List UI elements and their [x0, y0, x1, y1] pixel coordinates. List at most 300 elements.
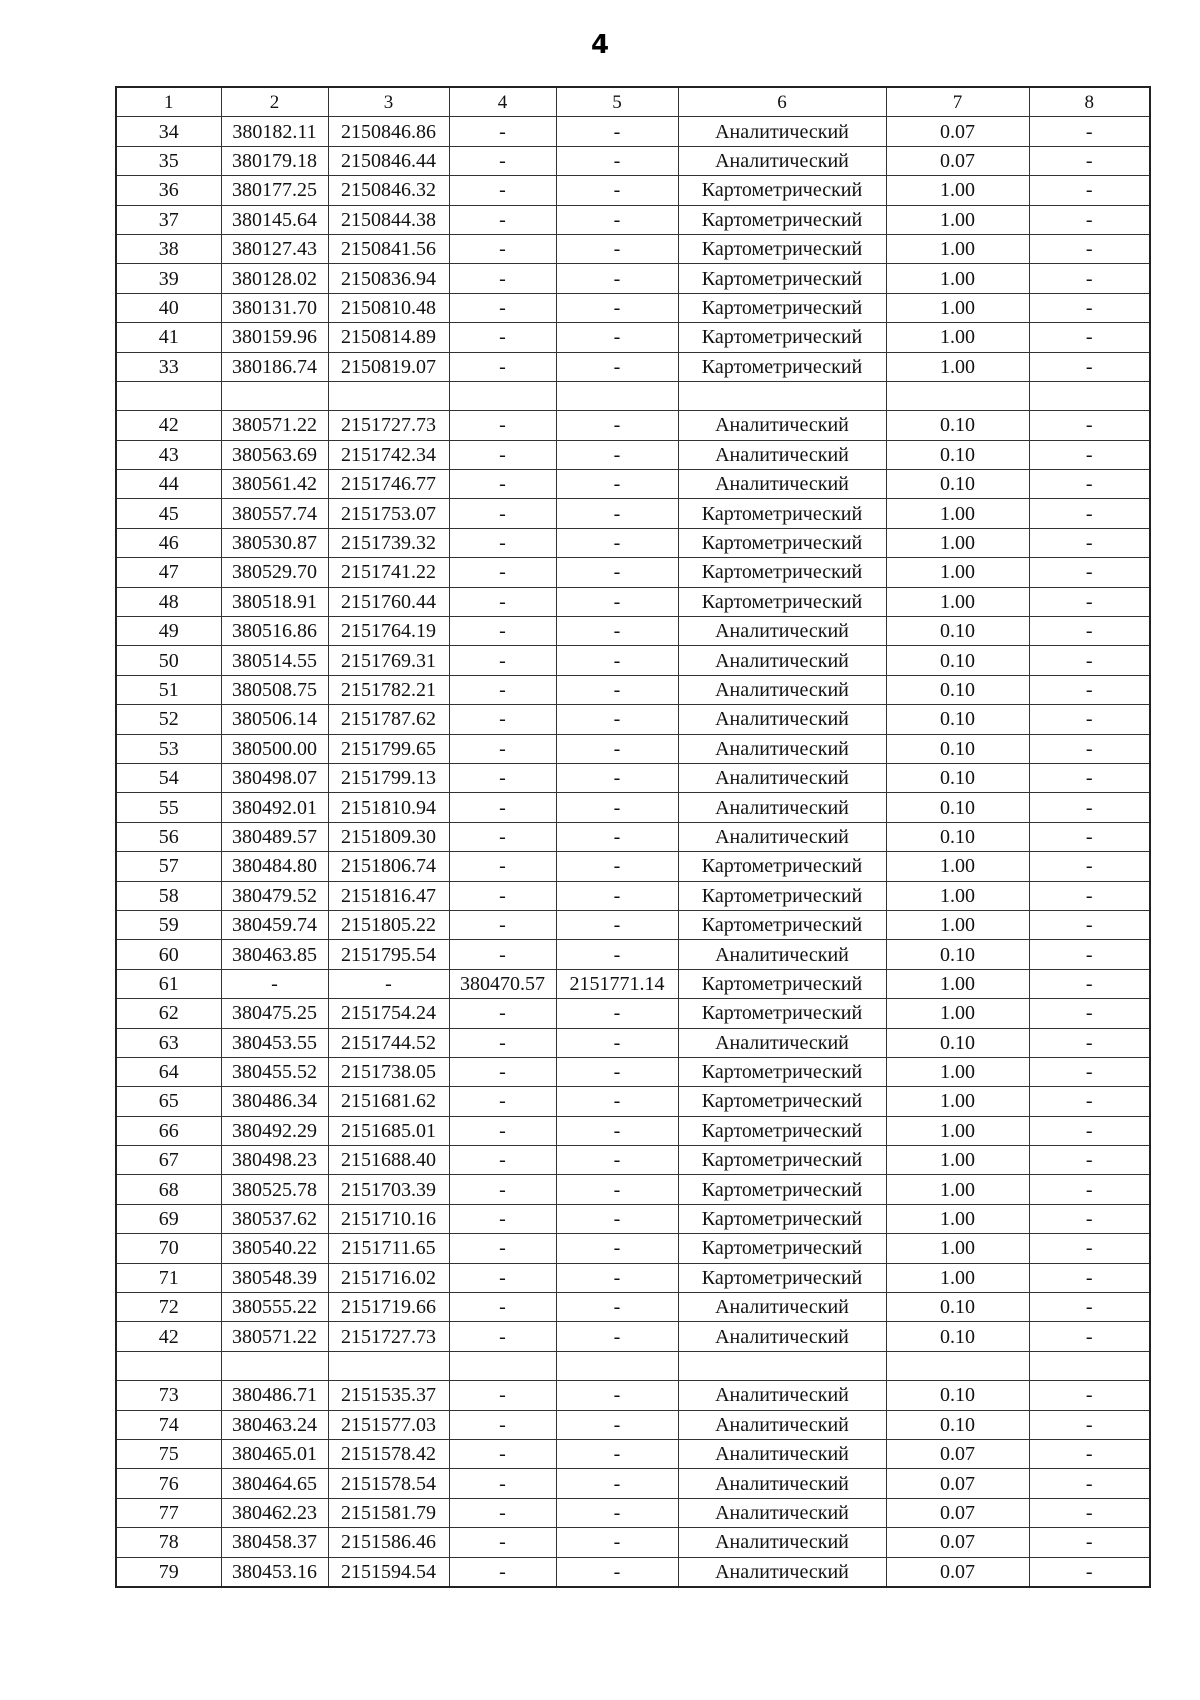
table-cell: 380486.34 — [221, 1087, 328, 1116]
table-cell: 61 — [116, 969, 221, 998]
table-cell: 2151578.54 — [328, 1469, 449, 1498]
table-cell: - — [556, 940, 678, 969]
table-cell: - — [449, 323, 556, 352]
table-row — [116, 1351, 1150, 1380]
table-cell: - — [556, 1204, 678, 1233]
column-header: 6 — [678, 87, 886, 117]
table-cell: Аналитический — [678, 1322, 886, 1351]
table-cell: 380492.29 — [221, 1116, 328, 1145]
table-cell: - — [449, 352, 556, 381]
table-row — [116, 969, 1150, 998]
table-row — [116, 617, 1150, 646]
table-cell: Картометрический — [678, 1146, 886, 1175]
table-cell: - — [1029, 1381, 1150, 1410]
table-cell: - — [449, 734, 556, 763]
table-cell: - — [556, 1087, 678, 1116]
table-cell: 380464.65 — [221, 1469, 328, 1498]
table-cell: Картометрический — [678, 852, 886, 881]
table-cell: Аналитический — [678, 1469, 886, 1498]
table-cell: - — [556, 1234, 678, 1263]
table-cell: Картометрический — [678, 1204, 886, 1233]
table-cell: 2150844.38 — [328, 205, 449, 234]
table-cell: 2151771.14 — [556, 969, 678, 998]
table-cell: - — [449, 1204, 556, 1233]
table-row — [116, 793, 1150, 822]
table-cell: 380571.22 — [221, 1322, 328, 1351]
table-cell: 380453.16 — [221, 1557, 328, 1587]
table-cell: 60 — [116, 940, 221, 969]
table-cell: - — [449, 1263, 556, 1292]
table-cell: - — [556, 352, 678, 381]
table-cell: Картометрический — [678, 969, 886, 998]
table-cell: - — [1029, 205, 1150, 234]
table-cell: 51 — [116, 675, 221, 704]
table-cell: Аналитический — [678, 1498, 886, 1527]
table-row — [116, 646, 1150, 675]
table-cell: 1.00 — [886, 587, 1029, 616]
table-cell: 2151782.21 — [328, 675, 449, 704]
table-cell: Аналитический — [678, 793, 886, 822]
table-cell: Аналитический — [678, 1439, 886, 1468]
table-cell: 1.00 — [886, 499, 1029, 528]
table-cell: - — [556, 1528, 678, 1557]
column-header: 8 — [1029, 87, 1150, 117]
table-cell: 1.00 — [886, 1175, 1029, 1204]
table-cell: Аналитический — [678, 440, 886, 469]
table-cell: - — [1029, 910, 1150, 939]
table-cell: 380516.86 — [221, 617, 328, 646]
table-row — [116, 1146, 1150, 1175]
table-cell: 0.07 — [886, 1528, 1029, 1557]
table-cell: - — [449, 499, 556, 528]
table-row — [116, 117, 1150, 146]
table-cell: 380463.85 — [221, 940, 328, 969]
table-cell: 380557.74 — [221, 499, 328, 528]
table-cell: 2151594.54 — [328, 1557, 449, 1587]
table-cell: 380489.57 — [221, 822, 328, 851]
table-cell: - — [1029, 411, 1150, 440]
table-cell: 0.10 — [886, 1381, 1029, 1410]
table-cell: 1.00 — [886, 264, 1029, 293]
table-cell: - — [449, 1293, 556, 1322]
table-cell: 2150846.32 — [328, 176, 449, 205]
table-row — [116, 1381, 1150, 1410]
table-cell: 380514.55 — [221, 646, 328, 675]
table-cell: 63 — [116, 1028, 221, 1057]
table-cell: 380177.25 — [221, 176, 328, 205]
table-cell: 2151685.01 — [328, 1116, 449, 1145]
table-cell: 2151816.47 — [328, 881, 449, 910]
table-row — [116, 1498, 1150, 1527]
table-cell: - — [1029, 1439, 1150, 1468]
table-cell: 380127.43 — [221, 234, 328, 263]
table-cell: Аналитический — [678, 1557, 886, 1587]
table-cell: - — [556, 470, 678, 499]
table-cell: 69 — [116, 1204, 221, 1233]
table-cell — [221, 1351, 328, 1380]
table-cell: Аналитический — [678, 470, 886, 499]
table-cell: 380492.01 — [221, 793, 328, 822]
table-cell: 52 — [116, 705, 221, 734]
table-cell: 0.10 — [886, 440, 1029, 469]
table-cell: - — [449, 617, 556, 646]
table-cell: 380561.42 — [221, 470, 328, 499]
table-cell: 1.00 — [886, 293, 1029, 322]
table-cell: - — [1029, 646, 1150, 675]
table-cell: 39 — [116, 264, 221, 293]
table-cell: 0.10 — [886, 822, 1029, 851]
column-header: 3 — [328, 87, 449, 117]
table-cell: - — [449, 1234, 556, 1263]
table-cell: - — [449, 234, 556, 263]
table-cell: 380537.62 — [221, 1204, 328, 1233]
table-cell: Картометрический — [678, 1087, 886, 1116]
table-cell: - — [449, 705, 556, 734]
table-cell: - — [449, 528, 556, 557]
table-cell: 2151681.62 — [328, 1087, 449, 1116]
table-cell: 1.00 — [886, 1234, 1029, 1263]
table-cell: 0.10 — [886, 1322, 1029, 1351]
table-row — [116, 176, 1150, 205]
table-cell: 2150841.56 — [328, 234, 449, 263]
table-cell: - — [1029, 558, 1150, 587]
table-row — [116, 1175, 1150, 1204]
table-cell: 2151688.40 — [328, 1146, 449, 1175]
table-cell: 2151719.66 — [328, 1293, 449, 1322]
table-cell — [678, 1351, 886, 1380]
table-cell: - — [556, 793, 678, 822]
table-cell: Аналитический — [678, 705, 886, 734]
table-cell: 65 — [116, 1087, 221, 1116]
table-cell: - — [556, 1469, 678, 1498]
table-cell: Аналитический — [678, 763, 886, 792]
table-cell: 48 — [116, 587, 221, 616]
table-cell: 1.00 — [886, 176, 1029, 205]
table-row — [116, 999, 1150, 1028]
table-cell: - — [1029, 617, 1150, 646]
table-cell: - — [1029, 1028, 1150, 1057]
table-cell: - — [556, 734, 678, 763]
table-cell: - — [1029, 1498, 1150, 1527]
table-cell: 380455.52 — [221, 1057, 328, 1086]
table-row — [116, 1557, 1150, 1587]
table-cell: - — [556, 146, 678, 175]
table-cell: 57 — [116, 852, 221, 881]
table-cell: 40 — [116, 293, 221, 322]
table-row — [116, 675, 1150, 704]
table-cell — [886, 1351, 1029, 1380]
table-cell: - — [449, 1057, 556, 1086]
table-cell: 54 — [116, 763, 221, 792]
table-row — [116, 1057, 1150, 1086]
table-cell: Картометрический — [678, 1057, 886, 1086]
table-cell: 41 — [116, 323, 221, 352]
table-cell: 380486.71 — [221, 1381, 328, 1410]
table-cell: - — [449, 646, 556, 675]
table-cell: - — [449, 587, 556, 616]
table-cell: 49 — [116, 617, 221, 646]
table-cell: 38 — [116, 234, 221, 263]
table-cell: - — [449, 1469, 556, 1498]
table-cell: 2151738.05 — [328, 1057, 449, 1086]
table-cell: - — [556, 176, 678, 205]
table-cell: - — [1029, 763, 1150, 792]
table-header-row — [116, 87, 1150, 117]
table-cell — [556, 381, 678, 410]
table-cell: - — [1029, 440, 1150, 469]
table-body — [116, 117, 1150, 1587]
table-cell: 0.10 — [886, 675, 1029, 704]
column-header: 5 — [556, 87, 678, 117]
table-cell: 380179.18 — [221, 146, 328, 175]
table-cell: - — [556, 1498, 678, 1527]
table-cell: - — [449, 1146, 556, 1175]
table-cell: - — [556, 852, 678, 881]
table-cell: - — [1029, 1146, 1150, 1175]
table-cell: 2151586.46 — [328, 1528, 449, 1557]
table-cell: 68 — [116, 1175, 221, 1204]
table-row — [116, 1469, 1150, 1498]
table-cell: - — [449, 1528, 556, 1557]
table-cell: 380548.39 — [221, 1263, 328, 1292]
table-cell: - — [1029, 1528, 1150, 1557]
table-cell: 2151581.79 — [328, 1498, 449, 1527]
table-cell: 380470.57 — [449, 969, 556, 998]
table-cell: 0.07 — [886, 1498, 1029, 1527]
table-cell: 33 — [116, 352, 221, 381]
table-cell: - — [1029, 1087, 1150, 1116]
table-cell: 2151716.02 — [328, 1263, 449, 1292]
table-cell: - — [449, 293, 556, 322]
table-cell: 2151703.39 — [328, 1175, 449, 1204]
table-cell: - — [556, 1146, 678, 1175]
table-cell: - — [556, 293, 678, 322]
table-cell: 1.00 — [886, 1204, 1029, 1233]
table-cell: 42 — [116, 411, 221, 440]
table-cell: 1.00 — [886, 852, 1029, 881]
table-cell: 35 — [116, 146, 221, 175]
table-row — [116, 440, 1150, 469]
table-cell: - — [556, 1175, 678, 1204]
table-cell: - — [1029, 852, 1150, 881]
table-cell: 2151805.22 — [328, 910, 449, 939]
table-cell: 2151577.03 — [328, 1410, 449, 1439]
table-cell: 0.10 — [886, 617, 1029, 646]
column-header: 1 — [116, 87, 221, 117]
table-cell: - — [556, 264, 678, 293]
table-cell: - — [1029, 470, 1150, 499]
table-cell: 73 — [116, 1381, 221, 1410]
table-cell: 1.00 — [886, 910, 1029, 939]
table-cell: 37 — [116, 205, 221, 234]
table-cell: - — [1029, 675, 1150, 704]
table-cell — [328, 1351, 449, 1380]
table-cell: 2150819.07 — [328, 352, 449, 381]
table-cell: - — [556, 1381, 678, 1410]
table-row — [116, 705, 1150, 734]
table-cell: 76 — [116, 1469, 221, 1498]
table-cell: Картометрический — [678, 323, 886, 352]
table-cell: - — [449, 675, 556, 704]
table-cell: - — [449, 822, 556, 851]
table-cell: 34 — [116, 117, 221, 146]
table-cell: Картометрический — [678, 1175, 886, 1204]
table-cell: - — [449, 470, 556, 499]
table-cell: - — [449, 940, 556, 969]
table-cell: - — [556, 910, 678, 939]
table-cell: 1.00 — [886, 558, 1029, 587]
table-cell: 53 — [116, 734, 221, 763]
table-cell: - — [1029, 734, 1150, 763]
table-cell: Аналитический — [678, 1293, 886, 1322]
table-cell: - — [449, 264, 556, 293]
table-row — [116, 264, 1150, 293]
table-cell: Аналитический — [678, 617, 886, 646]
table-cell: - — [556, 117, 678, 146]
table-cell: - — [556, 1410, 678, 1439]
table-row — [116, 323, 1150, 352]
table-cell: 56 — [116, 822, 221, 851]
table-cell: 2151799.13 — [328, 763, 449, 792]
table-row — [116, 822, 1150, 851]
table-row — [116, 1028, 1150, 1057]
table-cell: - — [449, 1028, 556, 1057]
table-cell: 0.10 — [886, 734, 1029, 763]
table-cell: - — [449, 910, 556, 939]
table-cell: 380518.91 — [221, 587, 328, 616]
table-cell: 1.00 — [886, 881, 1029, 910]
table-cell: 71 — [116, 1263, 221, 1292]
table-cell: 2151727.73 — [328, 411, 449, 440]
table-cell: 380498.07 — [221, 763, 328, 792]
table-cell: - — [556, 1028, 678, 1057]
table-cell: Картометрический — [678, 176, 886, 205]
table-cell: 2151746.77 — [328, 470, 449, 499]
table-cell: 380571.22 — [221, 411, 328, 440]
table-cell: 2151810.94 — [328, 793, 449, 822]
table-cell: - — [1029, 293, 1150, 322]
table-cell: 2151769.31 — [328, 646, 449, 675]
table-cell: - — [1029, 1557, 1150, 1587]
table-cell: - — [1029, 1469, 1150, 1498]
table-cell: 0.10 — [886, 705, 1029, 734]
table-cell: 380530.87 — [221, 528, 328, 557]
table-cell: - — [556, 1057, 678, 1086]
table-cell: 380182.11 — [221, 117, 328, 146]
table-cell: 78 — [116, 1528, 221, 1557]
table-row — [116, 470, 1150, 499]
table-cell: 2151744.52 — [328, 1028, 449, 1057]
table-cell: - — [449, 176, 556, 205]
table-cell: - — [449, 1175, 556, 1204]
table-row — [116, 1322, 1150, 1351]
table-cell: 380131.70 — [221, 293, 328, 322]
table-cell: 0.10 — [886, 411, 1029, 440]
table-cell: Аналитический — [678, 146, 886, 175]
table-cell: - — [1029, 793, 1150, 822]
table-cell: - — [1029, 1175, 1150, 1204]
table-cell: Картометрический — [678, 528, 886, 557]
table-cell: Аналитический — [678, 822, 886, 851]
table-cell: Картометрический — [678, 352, 886, 381]
table-cell: 0.07 — [886, 1469, 1029, 1498]
table-row — [116, 1293, 1150, 1322]
table-cell: 2150846.44 — [328, 146, 449, 175]
table-cell: Аналитический — [678, 1528, 886, 1557]
table-row — [116, 852, 1150, 881]
table-cell: Аналитический — [678, 646, 886, 675]
table-cell: Картометрический — [678, 1116, 886, 1145]
table-cell: 380498.23 — [221, 1146, 328, 1175]
table-cell: - — [1029, 940, 1150, 969]
table-cell: - — [221, 969, 328, 998]
table-row — [116, 1204, 1150, 1233]
table-cell: 2150810.48 — [328, 293, 449, 322]
table-row — [116, 381, 1150, 410]
table-cell: 44 — [116, 470, 221, 499]
table-cell: 74 — [116, 1410, 221, 1439]
table-cell — [678, 381, 886, 410]
table-cell: - — [1029, 881, 1150, 910]
table-cell: - — [1029, 264, 1150, 293]
table-cell: 380525.78 — [221, 1175, 328, 1204]
table-cell: - — [449, 1557, 556, 1587]
table-cell: - — [556, 411, 678, 440]
table-row — [116, 1234, 1150, 1263]
table-cell: 1.00 — [886, 969, 1029, 998]
table-cell: - — [449, 440, 556, 469]
table-cell — [1029, 1351, 1150, 1380]
table-cell: 75 — [116, 1439, 221, 1468]
table-cell: 0.10 — [886, 1410, 1029, 1439]
table-cell: - — [1029, 1057, 1150, 1086]
table-cell: 2151799.65 — [328, 734, 449, 763]
table-cell — [221, 381, 328, 410]
table-cell: 2150814.89 — [328, 323, 449, 352]
table-cell: 380128.02 — [221, 264, 328, 293]
table-cell: - — [449, 1410, 556, 1439]
table-cell: - — [1029, 1234, 1150, 1263]
table-cell: Аналитический — [678, 734, 886, 763]
table-cell: Аналитический — [678, 411, 886, 440]
table-cell: Картометрический — [678, 1263, 886, 1292]
table-cell — [556, 1351, 678, 1380]
table-cell: 58 — [116, 881, 221, 910]
table-cell: 2151795.54 — [328, 940, 449, 969]
table-cell: - — [556, 705, 678, 734]
table-cell: 2150846.86 — [328, 117, 449, 146]
table-cell: - — [1029, 1204, 1150, 1233]
table-cell: 2151809.30 — [328, 822, 449, 851]
table-cell: - — [1029, 176, 1150, 205]
table-cell: 66 — [116, 1116, 221, 1145]
table-cell: Картометрический — [678, 264, 886, 293]
table-cell: - — [449, 852, 556, 881]
table-cell: 2151764.19 — [328, 617, 449, 646]
table-cell: - — [556, 1116, 678, 1145]
table-cell: 1.00 — [886, 323, 1029, 352]
table-cell: 380563.69 — [221, 440, 328, 469]
table-cell: 380484.80 — [221, 852, 328, 881]
table-row — [116, 1087, 1150, 1116]
table-cell: 380186.74 — [221, 352, 328, 381]
table-cell: - — [1029, 234, 1150, 263]
table-cell: - — [449, 1322, 556, 1351]
table-row — [116, 558, 1150, 587]
table-cell: - — [556, 1293, 678, 1322]
table-cell: - — [1029, 999, 1150, 1028]
table-cell: 0.10 — [886, 763, 1029, 792]
